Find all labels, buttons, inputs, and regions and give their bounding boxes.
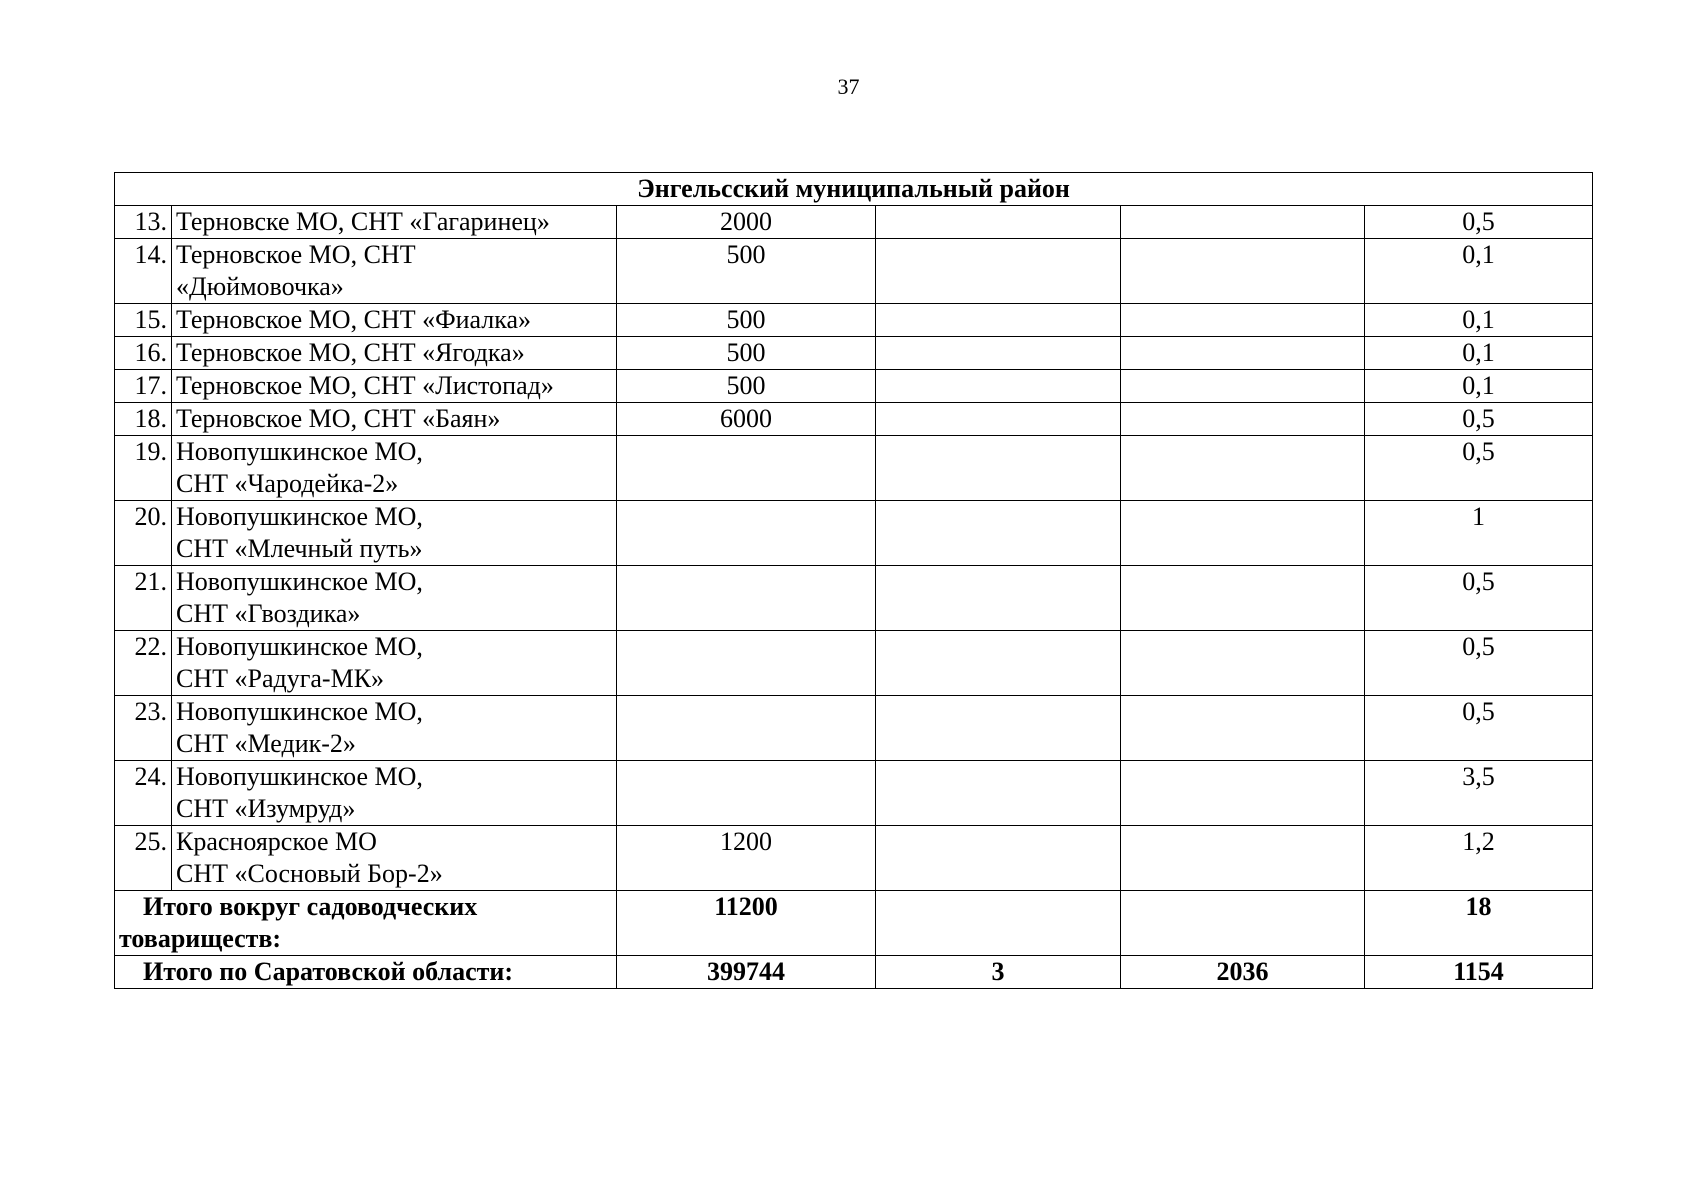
- row-value-v4: 0,5: [1365, 631, 1593, 696]
- row-number: 14.: [115, 239, 172, 304]
- grand-total-label-text: Итого по Саратовской области:: [143, 957, 514, 986]
- row-value-v1: 500: [617, 239, 876, 304]
- row-name: [172, 436, 617, 501]
- table-row: [115, 436, 1593, 501]
- row-name: [172, 239, 617, 304]
- row-name-line: Терновское МО, СНТ «Листопад»: [176, 371, 554, 400]
- row-value-v1: [617, 566, 876, 631]
- row-name-line: «Дюймовочка»: [176, 272, 344, 301]
- row-value-v3: [1121, 761, 1365, 826]
- row-value-v2: [876, 826, 1121, 891]
- row-number: 18.: [115, 403, 172, 436]
- row-value-v2: [876, 566, 1121, 631]
- grand-total-value-v4: 1154: [1365, 956, 1593, 989]
- row-value-v4: 0,1: [1365, 337, 1593, 370]
- row-value-v2: [876, 696, 1121, 761]
- table-row: [115, 206, 1593, 239]
- row-value-v1: [617, 696, 876, 761]
- data-table: [114, 172, 1593, 989]
- subtotal-row: [115, 891, 1593, 956]
- row-value-v3: [1121, 206, 1365, 239]
- row-name: [172, 566, 617, 631]
- grand-total-value-v2: 3: [876, 956, 1121, 989]
- row-name-line: Терновское МО, СНТ «Фиалка»: [176, 305, 532, 334]
- row-value-v2: [876, 631, 1121, 696]
- row-name-line: СНТ «Гвоздика»: [176, 599, 361, 628]
- row-name: [172, 206, 617, 239]
- row-number: 19.: [115, 436, 172, 501]
- row-value-v1: 2000: [617, 206, 876, 239]
- row-name: [172, 631, 617, 696]
- row-name-line: Новопушкинское МО,: [176, 697, 423, 726]
- row-number: 15.: [115, 304, 172, 337]
- row-name-line: Новопушкинское МО,: [176, 567, 423, 596]
- row-name-line: Новопушкинское МО,: [176, 502, 423, 531]
- row-value-v3: [1121, 566, 1365, 631]
- row-number: 16.: [115, 337, 172, 370]
- table-row: [115, 501, 1593, 566]
- row-name-line: Новопушкинское МО,: [176, 632, 423, 661]
- row-value-v4: 0,5: [1365, 566, 1593, 631]
- row-name-line: Терновское МО, СНТ «Баян»: [176, 404, 501, 433]
- row-value-v2: [876, 370, 1121, 403]
- row-value-v4: 1: [1365, 501, 1593, 566]
- row-name-line: СНТ «Медик-2»: [176, 729, 356, 758]
- grand-total-row: [115, 956, 1593, 989]
- row-name: [172, 370, 617, 403]
- table-row: [115, 696, 1593, 761]
- row-number: 25.: [115, 826, 172, 891]
- grand-total-value-v3: 2036: [1121, 956, 1365, 989]
- row-value-v3: [1121, 501, 1365, 566]
- row-name-line: Красноярское МО: [176, 827, 377, 856]
- row-value-v4: 0,1: [1365, 370, 1593, 403]
- row-value-v3: [1121, 370, 1365, 403]
- row-name-line: Новопушкинское МО,: [176, 762, 423, 791]
- row-value-v4: 0,5: [1365, 696, 1593, 761]
- row-value-v4: 1,2: [1365, 826, 1593, 891]
- row-value-v1: [617, 631, 876, 696]
- row-value-v4: 3,5: [1365, 761, 1593, 826]
- row-value-v3: [1121, 403, 1365, 436]
- row-value-v4: 0,5: [1365, 436, 1593, 501]
- table-row: [115, 304, 1593, 337]
- row-name-line: СНТ «Изумруд»: [176, 794, 356, 823]
- table-row: [115, 370, 1593, 403]
- row-value-v4: 0,5: [1365, 403, 1593, 436]
- row-name-line: СНТ «Чародейка-2»: [176, 469, 399, 498]
- row-name: [172, 501, 617, 566]
- row-value-v3: [1121, 436, 1365, 501]
- row-number: 20.: [115, 501, 172, 566]
- table-row: [115, 761, 1593, 826]
- table-row: [115, 566, 1593, 631]
- table-row: [115, 403, 1593, 436]
- row-value-v2: [876, 761, 1121, 826]
- row-value-v3: [1121, 239, 1365, 304]
- row-number: 24.: [115, 761, 172, 826]
- row-value-v2: [876, 239, 1121, 304]
- subtotal-value-v4: 18: [1365, 891, 1593, 956]
- subtotal-label: [115, 891, 617, 956]
- row-name-line: СНТ «Радуга-МК»: [176, 664, 385, 693]
- row-name: [172, 696, 617, 761]
- row-value-v2: [876, 337, 1121, 370]
- row-name-line: Терновске МО, СНТ «Гагаринец»: [176, 207, 550, 236]
- row-name-line: Терновское МО, СНТ «Ягодка»: [176, 338, 525, 367]
- row-value-v3: [1121, 826, 1365, 891]
- row-name: [172, 304, 617, 337]
- grand-total-label: [115, 956, 617, 989]
- row-value-v1: 500: [617, 370, 876, 403]
- row-number: 23.: [115, 696, 172, 761]
- row-value-v1: 1200: [617, 826, 876, 891]
- row-value-v1: 500: [617, 304, 876, 337]
- row-name: [172, 826, 617, 891]
- page-number: 37: [837, 74, 860, 99]
- row-name-line: Терновское МО, СНТ: [176, 240, 416, 269]
- row-name: [172, 761, 617, 826]
- subtotal-value-v3: [1121, 891, 1365, 956]
- row-value-v3: [1121, 696, 1365, 761]
- row-value-v1: [617, 761, 876, 826]
- section-header-row: [115, 173, 1593, 206]
- row-value-v2: [876, 206, 1121, 239]
- subtotal-label-line: товариществ:: [119, 924, 282, 953]
- row-value-v3: [1121, 337, 1365, 370]
- row-number: 17.: [115, 370, 172, 403]
- row-value-v1: 6000: [617, 403, 876, 436]
- row-value-v2: [876, 304, 1121, 337]
- section-title: Энгельсский муниципальный район: [115, 173, 1593, 206]
- row-number: 22.: [115, 631, 172, 696]
- subtotal-value-v1: 11200: [617, 891, 876, 956]
- row-value-v4: 0,1: [1365, 304, 1593, 337]
- grand-total-value-v1: 399744: [617, 956, 876, 989]
- table-row: [115, 631, 1593, 696]
- subtotal-value-v2: [876, 891, 1121, 956]
- row-value-v1: [617, 436, 876, 501]
- row-name-line: СНТ «Млечный путь»: [176, 534, 423, 563]
- row-value-v2: [876, 403, 1121, 436]
- row-value-v3: [1121, 631, 1365, 696]
- row-value-v3: [1121, 304, 1365, 337]
- subtotal-label-line: Итого вокруг садоводческих: [143, 892, 478, 921]
- row-name: [172, 337, 617, 370]
- row-value-v4: 0,1: [1365, 239, 1593, 304]
- table-row: [115, 337, 1593, 370]
- row-number: 13.: [115, 206, 172, 239]
- table-row: [115, 239, 1593, 304]
- row-value-v2: [876, 436, 1121, 501]
- row-value-v4: 0,5: [1365, 206, 1593, 239]
- row-value-v1: 500: [617, 337, 876, 370]
- table-row: [115, 826, 1593, 891]
- row-name-line: Новопушкинское МО,: [176, 437, 423, 466]
- row-value-v2: [876, 501, 1121, 566]
- row-name: [172, 403, 617, 436]
- row-value-v1: [617, 501, 876, 566]
- row-name-line: СНТ «Сосновый Бор-2»: [176, 859, 443, 888]
- row-number: 21.: [115, 566, 172, 631]
